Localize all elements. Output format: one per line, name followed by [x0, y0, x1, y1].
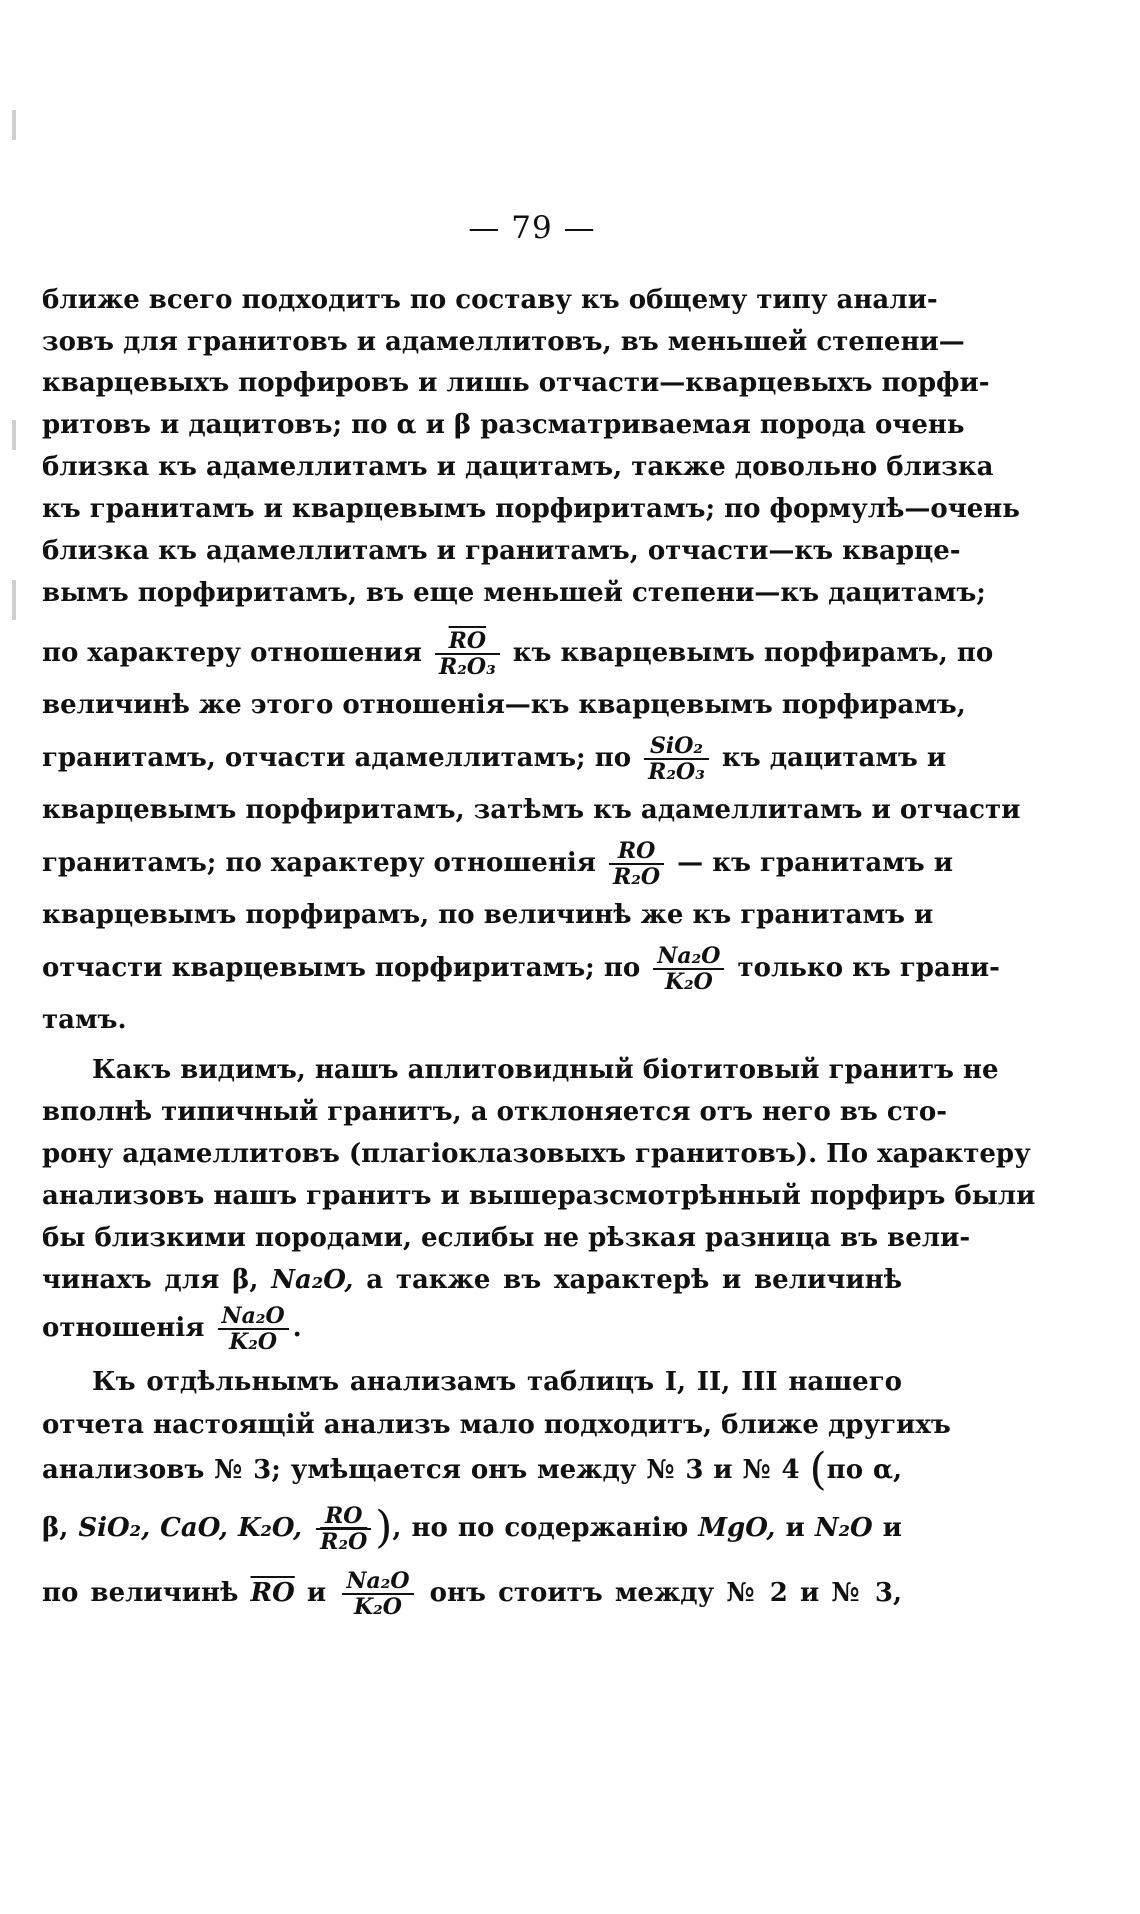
- text-segment: чинахъ для β,: [42, 1265, 259, 1295]
- chemical-formula: MgO,: [698, 1513, 776, 1543]
- text-line-with-fraction: [42, 943, 1000, 995]
- text-line: ритовъ и дацитовъ; по α и β разсматриваемая порода очень: [42, 410, 965, 440]
- fraction: [609, 840, 664, 888]
- fraction: [218, 1305, 289, 1353]
- page-number: — 79 —: [468, 210, 596, 246]
- fraction-denominator: R₂O: [320, 1529, 368, 1555]
- text-segment: а также въ характерѣ и величинѣ: [366, 1265, 902, 1295]
- text-segment: и: [785, 1513, 805, 1543]
- text-segment: къ кварцевымъ порфирамъ, по: [512, 638, 994, 668]
- fraction: [316, 1505, 371, 1553]
- text-segment: .: [292, 1313, 302, 1343]
- text-segment: онъ стоитъ между № 2 и № 3,: [429, 1578, 903, 1608]
- text-segment: отчасти кварцевымъ порфиритамъ; по: [42, 953, 641, 983]
- fraction-denominator: K₂O: [353, 1594, 402, 1620]
- fraction-denominator: R₂O₃: [439, 654, 496, 680]
- fraction-numerator: SiO₂: [644, 735, 709, 760]
- text-line: анализовъ нашъ гранитъ и вышеразсмотрѣнный порфиръ были: [42, 1181, 1036, 1211]
- scan-mark: [12, 110, 16, 140]
- fraction-numerator: RO: [316, 1505, 371, 1530]
- fraction-numerator: RO: [609, 840, 664, 865]
- chemical-formula: $\overline{RO}$: [250, 1578, 295, 1608]
- text-line-with-fraction: [42, 1305, 902, 1353]
- text-line: величинѣ же этого отношенія—къ кварцевымъ порфирамъ,: [42, 690, 966, 720]
- text-segment: β,: [42, 1513, 69, 1543]
- fraction: [342, 1570, 413, 1618]
- text-line: зовъ для гранитовъ и адамеллитовъ, въ меньшей степени—: [42, 327, 965, 357]
- text-line-with-fraction: [42, 628, 994, 680]
- text-segment: гранитамъ; по характеру отношенія: [42, 848, 596, 878]
- text-line-with-fraction: [42, 1570, 902, 1618]
- text-line: вполнѣ типичный гранитъ, а отклоняется отъ него въ сто-: [42, 1097, 947, 1127]
- text-line: кварцевымъ порфиритамъ, затѣмъ къ адамеллитамъ и отчасти: [42, 795, 1021, 825]
- text-segment: гранитамъ, отчасти адамеллитамъ; по: [42, 743, 632, 773]
- text-line: къ гранитамъ и кварцевымъ порфиритамъ; по формулѣ—очень: [42, 494, 1020, 524]
- text-line: близка къ адамеллитамъ и дацитамъ, также довольно близка: [42, 452, 994, 482]
- text-segment: только къ грани-: [737, 953, 1000, 983]
- chemical-formula: SiO₂,: [78, 1513, 151, 1543]
- text-line: бы близкими породами, еслибы не рѣзкая разница въ вели-: [42, 1223, 971, 1253]
- chemical-formula: N₂O: [814, 1513, 873, 1543]
- text-line-with-formula: [42, 1260, 902, 1300]
- text-line: тамъ.: [42, 1005, 127, 1035]
- text-segment: отношенія: [42, 1313, 205, 1343]
- parenthesis: (: [809, 1444, 827, 1495]
- text-segment: — къ гранитамъ и: [677, 848, 954, 878]
- text-segment: , но по содержанію: [392, 1513, 689, 1543]
- text-line: кварцевыхъ порфировъ и лишь отчасти—кварцевыхъ порфи-: [42, 368, 990, 398]
- fraction-numerator: Na₂O: [342, 1570, 413, 1595]
- fraction-denominator: K₂O: [229, 1329, 278, 1355]
- fraction: [644, 735, 709, 783]
- text-line: вымъ порфиритамъ, въ еще меньшей степени—къ дацитамъ;: [42, 578, 986, 608]
- fraction-numerator: $\overline{RO}$: [435, 630, 500, 655]
- text-line-with-fraction: [42, 838, 954, 890]
- text-segment: къ дацитамъ и: [721, 743, 947, 773]
- text-segment: по α,: [826, 1455, 903, 1485]
- chemical-formula: CaO,: [160, 1513, 228, 1543]
- text-line: рону адамеллитовъ (плагіоклазовыхъ гранитовъ). По характеру: [42, 1139, 1031, 1169]
- parenthesis: ): [375, 1502, 393, 1553]
- chemical-formula: Na₂O,: [271, 1265, 354, 1295]
- text-segment: и: [306, 1578, 327, 1608]
- text-line: ближе всего подходитъ по составу къ общему типу анали-: [42, 285, 938, 315]
- text-line: кварцевымъ порфирамъ, по величинѣ же къ гранитамъ и: [42, 900, 934, 930]
- text-line: [42, 1444, 903, 1495]
- fraction-numerator: Na₂O: [218, 1305, 289, 1330]
- chemical-formula: K₂O,: [237, 1513, 303, 1543]
- text-line: отчета настоящій анализъ мало подходитъ, ближе другихъ: [42, 1410, 951, 1440]
- text-segment: анализовъ № 3; умѣщается онъ между № 3 и № 4: [42, 1455, 800, 1485]
- fraction: [653, 945, 724, 993]
- text-segment: и: [882, 1513, 902, 1543]
- fraction-numerator: Na₂O: [653, 945, 724, 970]
- text-segment: по величинѣ: [42, 1578, 239, 1608]
- text-line-with-fraction: [42, 1502, 902, 1555]
- fraction-denominator: R₂O₃: [648, 759, 705, 785]
- fraction-denominator: K₂O: [664, 969, 713, 995]
- scan-mark: [12, 580, 16, 620]
- text-segment: по характеру отношения: [42, 638, 422, 668]
- text-line-with-fraction: [42, 733, 947, 785]
- paragraph-start: Къ отдѣльнымъ анализамъ таблицъ I, II, III нашего: [92, 1367, 902, 1397]
- fraction-denominator: R₂O: [613, 864, 661, 890]
- scan-mark: [12, 420, 16, 450]
- paragraph-start: Какъ видимъ, нашъ аплитовидный біотитовый гранитъ не: [92, 1055, 999, 1085]
- text-line: близка къ адамеллитамъ и гранитамъ, отчасти—къ кварце-: [42, 536, 961, 566]
- fraction: [435, 630, 500, 678]
